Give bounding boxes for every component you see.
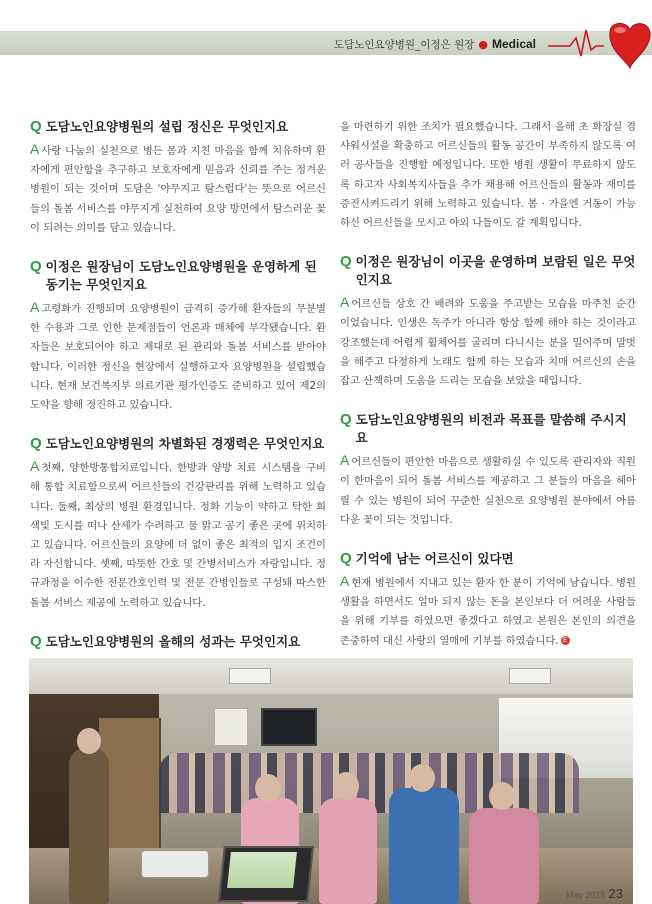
photo-staff [389, 788, 459, 904]
photo-tv [261, 708, 317, 746]
question-heading [30, 118, 326, 136]
answer [30, 298, 326, 415]
photo-ceiling-vent [229, 668, 271, 684]
question-text: 도담노인요양병원의 설립 정신은 무엇인지요 [45, 119, 289, 134]
q-mark: Q [340, 253, 352, 271]
left-column [30, 118, 326, 696]
a-mark: A [340, 573, 350, 590]
photo-nurse [319, 798, 377, 904]
photo-head [489, 782, 515, 810]
q-mark: Q [340, 550, 352, 568]
a-mark: A [30, 299, 40, 316]
bullet-icon: ● [478, 37, 488, 51]
a-mark: A [30, 458, 40, 475]
photo-nurse [469, 808, 539, 904]
a-mark: A [30, 141, 40, 157]
q-mark: Q [30, 632, 42, 650]
right-column [340, 118, 636, 671]
photo-head [333, 772, 359, 800]
question-text: 도담노인요양병원의 올해의 성과는 무엇인지요 [45, 633, 301, 649]
question-heading [340, 550, 636, 568]
header-title: 도담노인요양병원_이정은 원장 [333, 38, 475, 51]
answer [30, 140, 326, 238]
photo-standing-man [69, 748, 109, 904]
question-heading [340, 411, 636, 447]
photo-head [77, 728, 101, 754]
photo-ceiling-vent [509, 668, 551, 684]
answer-text: 현재 병원에서 지내고 있는 환자 한 분이 기억에 남습니다. 병원생활을 하면서도 얼마 되지 않는 돈을 본인보다 더 어려운 사람들을 위해 기부를 하였으면 좋겠다고 하였고 본원은 본인의 의견을 존중하여 대신 사랑의 열매에 기부를 하였습니다. [340, 577, 636, 647]
q-mark: Q [30, 118, 42, 135]
photo-laptop-screen [227, 852, 297, 888]
answer-continuation: 을 마련하기 위한 조치가 필요했습니다. 그래서 올해 초 화장실 겸 샤워시설을 확충하고 어르신들의 활동 공간이 부족하지 않도록 여러 공사들을 진행할 예정입니다. 또한 병원 생활이 무료하지 않도록 하고자 사회복지사들을 추가 채용해 어르신들의 활동과 재미를 증진시켜드리기 위해 노력하고 있습니다. 봄 · 가을엔 거동이 가능하신 어르신들을 모시고 야외 나들이도 갈 계획입니다. [340, 121, 636, 230]
q-mark: Q [30, 435, 42, 453]
question-text: 이정은 원장님이 도담노인요양병원을 운영하게 된 동기는 무엇인지요 [45, 259, 317, 293]
answer-text: 고령화가 진행되며 요양병원이 급격히 증가해 환자들의 무분별한 수용과 그로 인한 문제점들이 언론과 매체에 부각됐습니다. 환자들은 보호되어야 하고 제대로 된 관리와 돌봄 서비스를 받아야 합니다. 이러한 정신을 현장에서 실행하고자 요양병원을 설립했습니다. 현재 보건복지부 의료기관 평가인증도 준비하고 있어 제2의 도약을 향해 정진하고 있습니다. [30, 303, 326, 412]
question-text: 이정은 원장님이 이곳을 운영하며 보람된 일은 무엇인지요 [355, 254, 636, 288]
photo-notice-board [214, 708, 248, 746]
running-header [334, 35, 536, 53]
photo-projector [141, 850, 209, 878]
answer-text: 어르신들 상호 간 배려와 도움을 주고받는 모습을 마주친 순간이었습니다. 인생은 독주가 아니라 항상 함께 해야 하는 것이라고 강조했는데 어렵게 휠체어를 굴리며 다니시는 분을 밀어주며 말벗을 해주고 다정하게 노래도 함께 하는 모습과 치매 어르신의 손을 잡고 산책하며 도움을 드리는 모습을 보았을 때입니다. [340, 298, 636, 388]
issue-date: May 2015 [566, 890, 606, 900]
article-photo [29, 658, 633, 904]
question-text: 기억에 남는 어르신이 있다면 [355, 551, 514, 567]
heart-icon [548, 16, 652, 74]
a-mark: A [340, 452, 350, 469]
answer [340, 293, 636, 391]
photo-head [409, 764, 435, 792]
answer [340, 572, 636, 651]
page-footer [566, 886, 623, 901]
question-heading [30, 435, 326, 453]
a-mark: A [340, 294, 350, 311]
answer-text: 첫째, 양한방통합치료입니다. 한방과 양방 치료 시스템을 구비해 통합 치료함으로써 어르신들의 건강관리를 위해 노력하고 있습니다. 둘째, 최상의 병원 환경입니다. 정화 기능이 약하고 탁한 회색빛 도시를 떠나 산세가 수려하고 물 맑고 공기 좋은 곳에 위치하고 있습니다. 어르신들의 요양에 더 없이 좋은 최적의 입지 조건이라 자신합니다. 셋째, 따뜻한 간호 및 간병서비스가 자랑입니다. 정규과정을 이수한 전문간호인력 및 전문 간병인들로 구성돼 따스한 돌봄 서비스 제공에 노력하고 있습니다. [30, 462, 326, 609]
q-mark: Q [340, 411, 352, 429]
answer [340, 451, 636, 530]
question-heading [30, 633, 326, 651]
question-text: 도담노인요양병원의 비전과 목표를 말씀해 주시지요 [355, 412, 627, 446]
page-number: 23 [608, 886, 623, 901]
question-heading [30, 258, 326, 294]
answer-text: 사랑 나눔의 실천으로 병든 몸과 지친 마음을 함께 치유하며 환자에게 편안함을 추구하고 보호자에게 믿음과 신뢰를 주는 정겨운 병원이 되는 것이며 도담은 '야무지고 탐스럽다'는 뜻으로 어르신들의 돌봄 서비스를 야무지게 실천하여 요양 방면에서 탐스러운 꽃이 되려는 의미를 담고 있습니다. [30, 145, 326, 234]
question-text: 도담노인요양병원의 차별화된 경쟁력은 무엇인지요 [45, 436, 325, 452]
answer [30, 457, 326, 613]
question-heading [340, 253, 636, 289]
photo-head [255, 774, 281, 802]
end-of-article-icon: E [561, 636, 570, 645]
answer-text: 어르신들이 편안한 마음으로 생활하실 수 있도록 관리자와 직원이 한마음이 되어 돌봄 서비스를 제공하고 그 분들의 마음을 헤아릴 수 있는 병원이 되어 꾸준한 실천으로 요양병원 분야에서 아름다운 꽃이 되는 것입니다. [340, 456, 636, 526]
section-name: Medical [491, 37, 536, 51]
q-mark: Q [30, 258, 42, 276]
